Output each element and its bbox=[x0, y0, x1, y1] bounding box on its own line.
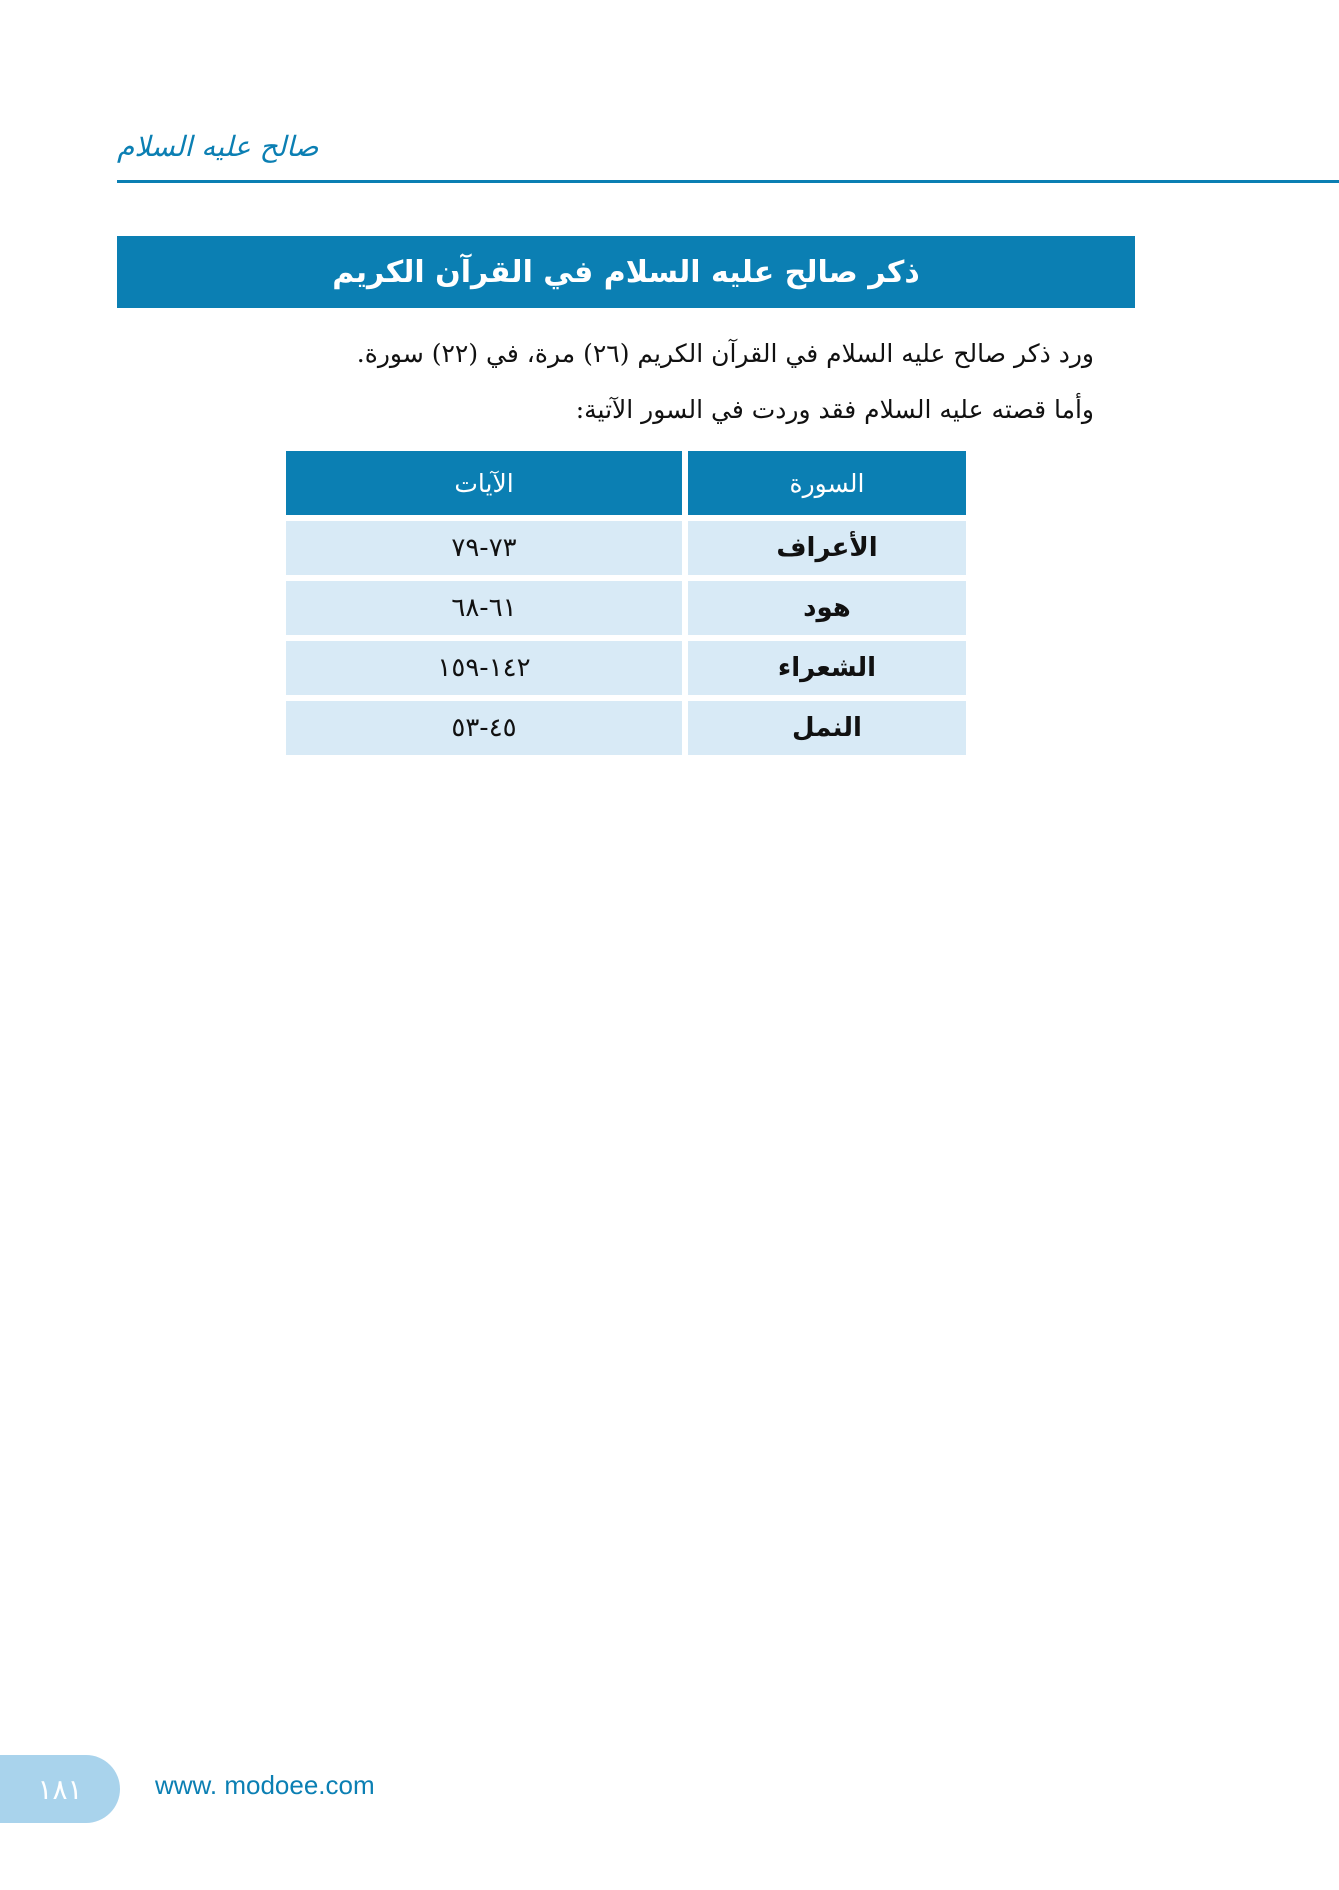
verses-cell: ٤٥-٥٣ bbox=[286, 701, 682, 755]
surah-cell: النمل bbox=[688, 701, 966, 755]
intro-text bbox=[230, 326, 1094, 438]
verses-cell: ٦١-٦٨ bbox=[286, 581, 682, 635]
running-header-title: صالح عليه السلام bbox=[117, 130, 319, 163]
header-surah: السورة bbox=[688, 451, 966, 515]
verses-cell: ٧٣-٧٩ bbox=[286, 521, 682, 575]
page-number-tab bbox=[0, 1755, 120, 1823]
table-row bbox=[286, 641, 966, 695]
section-title: ذكر صالح عليه السلام في القرآن الكريم bbox=[332, 254, 920, 290]
surah-cell: الأعراف bbox=[688, 521, 966, 575]
surah-table-container bbox=[286, 451, 966, 755]
header-divider bbox=[117, 180, 1339, 183]
table-row bbox=[286, 521, 966, 575]
table-row bbox=[286, 581, 966, 635]
surah-verses-table bbox=[280, 445, 972, 761]
intro-paragraph-1: ورد ذكر صالح عليه السلام في القرآن الكريم (٢٦) مرة، في (٢٢) سورة. bbox=[356, 339, 1094, 368]
surah-cell: الشعراء bbox=[688, 641, 966, 695]
intro-paragraph-2: وأما قصته عليه السلام فقد وردت في السور الآتية: bbox=[575, 395, 1094, 424]
header-verses: الآيات bbox=[286, 451, 682, 515]
table-row bbox=[286, 701, 966, 755]
section-banner bbox=[117, 236, 1135, 308]
table-header-row bbox=[286, 451, 966, 515]
website-link[interactable]: www. modoee.com bbox=[155, 1770, 375, 1800]
verses-cell: ١٤٢-١٥٩ bbox=[286, 641, 682, 695]
page-number: ١٨١ bbox=[37, 1772, 83, 1806]
surah-cell: هود bbox=[688, 581, 966, 635]
